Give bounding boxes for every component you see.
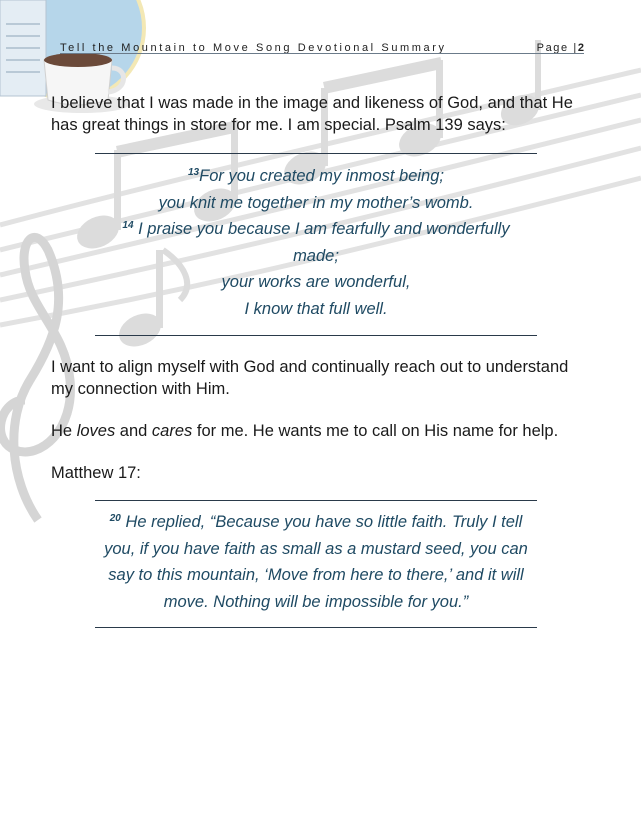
- document-title: Tell the Mountain to Move Song Devotional Summary: [60, 42, 447, 54]
- page-number-value: 2: [577, 42, 584, 54]
- header-rule: [60, 53, 584, 54]
- paragraph-loves: He loves and cares for me. He wants me to call on His name for help.: [51, 422, 559, 440]
- paragraph-align: I want to align myself with God and continually reach out to understand my connection with Him.: [51, 358, 569, 398]
- verse-14: $^{14}$ I praise you because I am fearfully and wonderfully made;: [122, 220, 510, 265]
- verse-13-line-2: you knit me together in my mother’s womb.: [158, 193, 474, 212]
- verse-13-line-1: $^{13}$For you created my inmost being;: [188, 167, 444, 185]
- quote-matthew-17: [95, 500, 537, 628]
- verse-number: 20: [109, 513, 121, 524]
- verse-14-line-3: I know that full well.: [244, 299, 388, 318]
- verse-14-line-2: your works are wonderful,: [221, 273, 411, 291]
- verse-20: $^{20}$ He replied, “Because you have so little faith. Truly I tell you, if you have faith as small as a mustard seed, you can say to this mountain, ‘Move from here to there,’ and it will move. Nothing will be impossible for you.”: [104, 513, 528, 611]
- verse-number: 14: [122, 220, 134, 231]
- paragraph-intro: I believe that I was made in the image and likeness of God, and that He has great things in store for me. I am special. Psalm 139 says:: [51, 94, 573, 134]
- quote-psalm-139: [95, 153, 537, 336]
- page-content: [51, 92, 581, 628]
- page-header: [60, 36, 584, 54]
- paragraph-matthew: Matthew 17:: [51, 464, 141, 482]
- verse-number: 13: [188, 167, 200, 178]
- page-label: Page |: [536, 42, 578, 54]
